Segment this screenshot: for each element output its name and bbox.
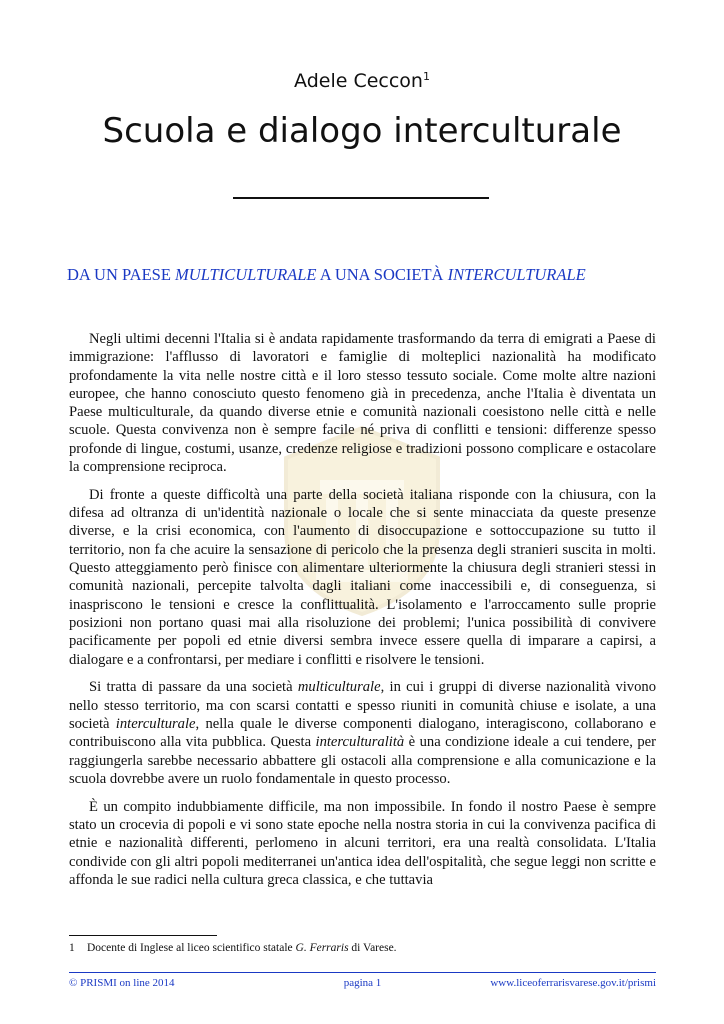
text-run: , in cui i gruppi di diverse nazionalità vivono nello stesso territorio, ma con scarsi contatti e spesso riuniti in comunità chiuse e isolate, a una società bbox=[69, 679, 656, 732]
text-run: Negli ultimi decenni l'Italia si è andata rapidamente trasformando da terra di emigrati a Paese di immigrazione: l'afflusso di lavoratori e famiglie di molteplici nazionalità ha modificato profondamente la vita nelle nostre città e il loro stesso tessuto sociale. Come molte altre nazioni europee, che hanno conosciuto questo fenomeno già in precedenza, anche l'Italia è diventata un Paese multiculturale, da quando diverse etnie e comunità nazionali coesistono nelle città e nelle scuole. Questa convivenza non è sempre facile né priva di conflitti e tensioni: differenze spesso profonde di lingue, costumi, usanze, credenze religiose e tradizioni possono complicare e ostacolare la comprensione reciproca. bbox=[69, 331, 656, 476]
italic-text: multiculturale bbox=[297, 679, 381, 696]
footnote bbox=[69, 942, 397, 954]
body-text bbox=[69, 330, 656, 899]
text-run: di Varese. bbox=[348, 942, 397, 954]
footnote-reference[interactable]: 1 bbox=[422, 70, 430, 83]
paragraph bbox=[69, 486, 656, 669]
text-run: Di fronte a queste difficoltà una parte della società italiana risponde con la chiusura, con la difesa ad oltranza di un'identità nazionale o locale che si sente minacciata da queste presenze diverse, e la crisi economica, con l'aumento di disoccupazione e sottoccupazione su tutto il territorio, non fa che acuire la sensazione di pericolo che la presenza degli stranieri suscita in molti. Questo atteggiamento però finisce con alimentare ulteriormente la chiusura degli stranieri stessi in comunità nazionali, percepite talvolta dagli italiani come inaccessibili e, di conseguenza, si inaspriscono le tensioni e cresce la conflittualità. L'isolamento e l'arroccamento sulle proprie posizioni non portano quasi mai alla risoluzione dei problemi; l'unica possibilità di convivere pacificamente per popoli ed etnie diversi sembra invece essere quella di imparare a capirsi, a dialogare e a confrontarsi, per mediare i conflitti e risolvere le tensioni. bbox=[69, 486, 656, 668]
paragraph bbox=[69, 330, 656, 476]
paragraph bbox=[69, 678, 656, 788]
footnote-text bbox=[87, 942, 397, 954]
text-run: , nella quale le diverse componenti dialogano, interagiscono, collaborano e contribuiscono alla vita pubblica. Questa bbox=[69, 715, 656, 751]
section-heading-italic: INTERCULTURALE bbox=[447, 265, 586, 284]
section-heading-italic: MULTICULTURALE bbox=[175, 265, 317, 284]
italic-text: interculturale bbox=[115, 715, 196, 732]
text-run: È un compito indubbiamente difficile, ma non impossibile. In fondo il nostro Paese è sempre stato un crocevia di popoli e vi sono state epoche nella nostra storia in cui la convivenza pacifica di etnie e nazionalità differenti, perlomeno in alcuni territori, era una realtà consolidata. L'Italia condivide con gli altri popoli mediterranei un'antica idea dell'ospitalità, che segue leggi non scritte e affonda le sue radici nella cultura greca classica, e che tuttavia bbox=[69, 798, 656, 888]
footnote-number: 1 bbox=[69, 942, 75, 954]
text-run: è una condizione ideale a cui tendere, per raggiungerla sarebbe necessario abbattere gli ostacoli alla comprensione e alla comunicazione e la scuola dovrebbe avere un ruolo fondamentale in questo processo. bbox=[69, 734, 656, 787]
author-text: Adele Ceccon bbox=[294, 70, 423, 92]
section-heading-part: DA UN PAESE bbox=[67, 265, 176, 284]
footer-website-link[interactable]: www.liceoferrarisvarese.gov.it/prismi bbox=[490, 977, 656, 989]
author-name bbox=[0, 70, 724, 92]
paragraph bbox=[69, 798, 656, 889]
text-run: Si tratta di passare da una società bbox=[89, 679, 298, 696]
footnote-divider bbox=[69, 935, 217, 936]
section-heading bbox=[67, 265, 667, 285]
section-heading-part: A UNA SOCIETÀ bbox=[316, 265, 448, 284]
text-run: Docente di Inglese al liceo scientifico statale bbox=[87, 942, 296, 954]
footer-copyright: © PRISMI on line 2014 bbox=[69, 977, 175, 989]
italic-text: G. Ferraris bbox=[295, 942, 349, 954]
italic-text: interculturalità bbox=[315, 734, 405, 751]
footer-divider bbox=[69, 972, 656, 973]
document-title: Scuola e dialogo interculturale bbox=[102, 111, 622, 151]
footer-page-number: pagina 1 bbox=[343, 977, 382, 989]
title-divider bbox=[233, 197, 489, 199]
page-footer bbox=[69, 977, 656, 993]
